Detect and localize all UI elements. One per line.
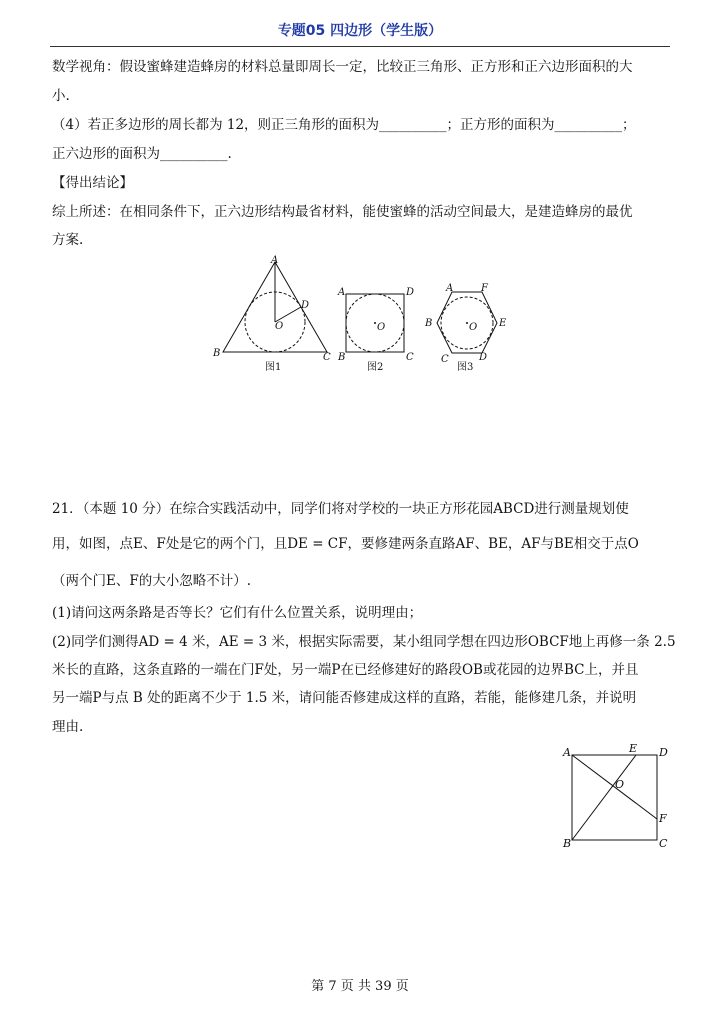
problem21-part2-line-1: (2)同学们测得AD = 4 米，AE = 3 米，根据实际需要，某小组同学想在四边形OBCF地上再修一条 2.5 xyxy=(52,634,676,650)
problem21-part2-line-4: 理由. xyxy=(52,719,84,735)
fig21-label-o: O xyxy=(615,778,625,791)
fig3-label-d: D xyxy=(479,352,488,363)
fig2-label-a: A xyxy=(338,287,346,298)
fig1-caption: 图1 xyxy=(265,362,282,373)
problem21-line-2: 用，如图，点E、F处是它的两个门，且DE = CF，要修建两条直路AF、BE，AF与BE相交于点O xyxy=(52,536,639,552)
fig3-label-b: B xyxy=(425,318,433,329)
conclusion-heading: 【得出结论】 xyxy=(52,175,133,191)
fig1-label-d: D xyxy=(301,300,310,311)
fig2-label-d: D xyxy=(406,287,415,298)
fig1-label-b: B xyxy=(213,348,221,359)
fig3-label-o: O xyxy=(469,322,478,333)
fig2-label-c: C xyxy=(406,352,414,363)
problem21-part2-line-2: 米长的直路，这条直路的一端在门F处，另一端P在已经修建好的路段OB或花园的边界BC上，并且 xyxy=(52,662,639,678)
fig1-label-o: O xyxy=(275,321,284,332)
fig21-label-e: E xyxy=(629,742,638,755)
fig21-label-b: B xyxy=(563,837,572,850)
intro-line-2: 小. xyxy=(52,88,70,104)
fig21-label-d: D xyxy=(659,746,668,759)
fig1-label-a: A xyxy=(271,255,279,266)
fig2-label-o: O xyxy=(377,322,386,333)
problem21-line-3: （两个门E、F的大小忽略不计）. xyxy=(52,573,252,589)
q4-line-1: （4）若正多边形的周长都为 12，则正三角形的面积为__________；正方形的面积为__________； xyxy=(52,117,636,133)
square-garden-figure xyxy=(555,740,675,855)
fig2-caption: 图2 xyxy=(367,362,384,373)
fig3-label-e: E xyxy=(499,318,507,329)
conclusion-line-1: 综上所述：在相同条件下，正六边形结构最省材料，能使蜜蜂的活动空间最大，是建造蜂房的最优 xyxy=(52,204,633,220)
header-divider xyxy=(50,46,670,47)
problem21-part2-line-3: 另一端P与点 B 处的距离不少于 1.5 米，请问能否修建成这样的直路，若能，能修建几条，并说明 xyxy=(52,690,637,706)
fig3-caption: 图3 xyxy=(457,362,474,373)
intro-line-1: 数学视角：假设蜜蜂建造蜂房的材料总量即周长一定，比较正三角形、正方形和正六边形面积的大 xyxy=(52,59,633,75)
fig3-label-c: C xyxy=(441,354,449,365)
fig1-label-c: C xyxy=(323,352,331,363)
fig21-label-a: A xyxy=(563,746,571,759)
fig2-label-b: B xyxy=(338,352,346,363)
problem21-line-1: 21．（本题 10 分）在综合实践活动中，同学们将对学校的一块正方形花园ABCD进行测量规划使 xyxy=(52,501,629,517)
fig21-label-c: C xyxy=(659,837,668,850)
page-header-title: 专题05 四边形（学生版） xyxy=(277,23,443,39)
conclusion-line-2: 方案. xyxy=(52,232,84,248)
polygon-figures xyxy=(205,252,535,382)
fig3-label-f: F xyxy=(481,283,488,294)
q4-line-2: 正六边形的面积为__________. xyxy=(52,146,232,162)
page-number: 第 7 页 共 39 页 xyxy=(311,979,409,994)
problem21-part1: (1)请问这两条路是否等长？它们有什么位置关系，说明理由； xyxy=(52,605,423,621)
fig21-label-f: F xyxy=(659,812,667,825)
figure-1-triangle xyxy=(223,262,327,352)
fig3-label-a: A xyxy=(446,283,454,294)
